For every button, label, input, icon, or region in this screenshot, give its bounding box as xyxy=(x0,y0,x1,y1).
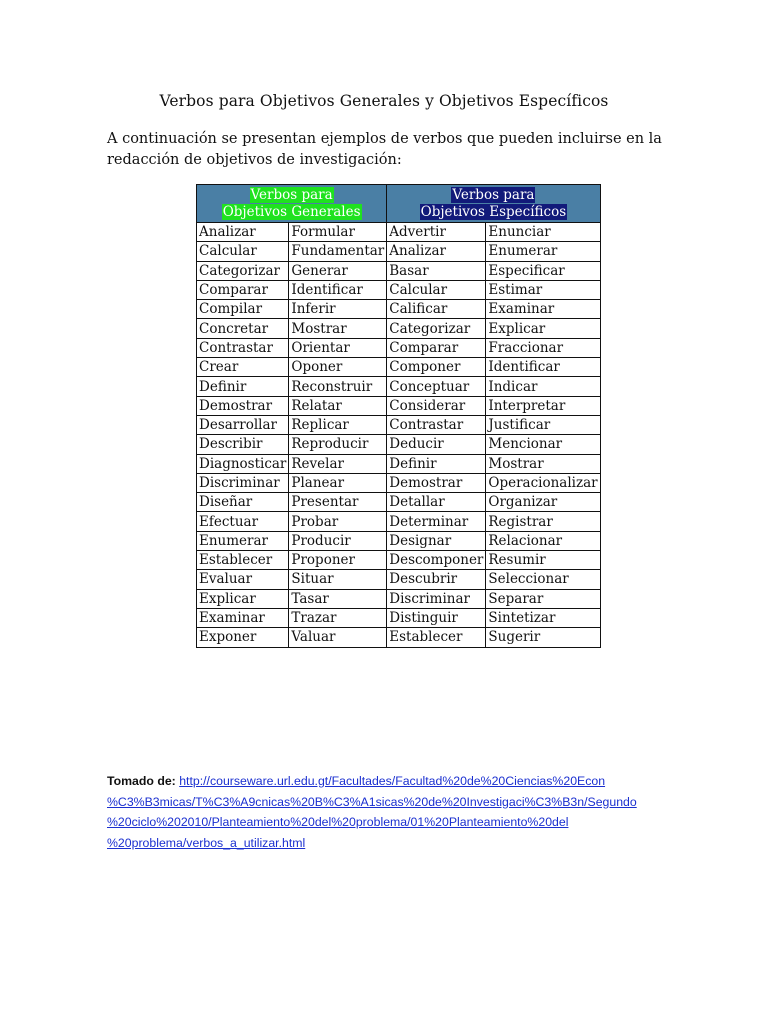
verb-cell: Componer xyxy=(387,358,486,377)
verb-cell: Probar xyxy=(289,512,387,531)
verb-cell: Examinar xyxy=(197,608,289,627)
verbs-table-body xyxy=(197,223,601,648)
table-row xyxy=(197,589,601,608)
verb-cell: Registrar xyxy=(486,512,600,531)
verb-cell: Operacionalizar xyxy=(486,473,600,492)
verb-cell: Descubrir xyxy=(387,570,486,589)
verb-cell: Descomponer xyxy=(387,551,486,570)
verb-cell: Revelar xyxy=(289,454,387,473)
table-row xyxy=(197,377,601,396)
verb-cell: Designar xyxy=(387,531,486,550)
verb-cell: Enumerar xyxy=(486,242,600,261)
verb-cell: Exponer xyxy=(197,628,289,647)
verb-cell: Presentar xyxy=(289,493,387,512)
table-row xyxy=(197,223,601,242)
verb-cell: Proponer xyxy=(289,551,387,570)
header-specific-verbs xyxy=(387,185,600,223)
header-general-verbs xyxy=(197,185,387,223)
header-general-line1: Verbos para xyxy=(250,186,333,203)
verb-cell: Evaluar xyxy=(197,570,289,589)
table-row xyxy=(197,435,601,454)
verb-cell: Categorizar xyxy=(387,319,486,338)
verb-cell: Oponer xyxy=(289,358,387,377)
verb-cell: Reconstruir xyxy=(289,377,387,396)
verb-cell: Estimar xyxy=(486,280,600,299)
verb-cell: Analizar xyxy=(387,242,486,261)
verb-cell: Formular xyxy=(289,223,387,242)
table-row xyxy=(197,280,601,299)
verb-cell: Efectuar xyxy=(197,512,289,531)
verb-cell: Concretar xyxy=(197,319,289,338)
table-row xyxy=(197,242,601,261)
source-link-line-3[interactable]: %20ciclo%202010/Planteamiento%20del%20problema/01%20Planteamiento%20del xyxy=(107,815,569,829)
verb-cell: Identificar xyxy=(486,358,600,377)
verb-cell: Diseñar xyxy=(197,493,289,512)
verb-cell: Determinar xyxy=(387,512,486,531)
verb-cell: Resumir xyxy=(486,551,600,570)
verb-cell: Indicar xyxy=(486,377,600,396)
verb-cell: Definir xyxy=(387,454,486,473)
verb-cell: Establecer xyxy=(387,628,486,647)
verb-cell: Examinar xyxy=(486,300,600,319)
table-row xyxy=(197,300,601,319)
verb-cell: Establecer xyxy=(197,551,289,570)
verb-cell: Deducir xyxy=(387,435,486,454)
source-citation xyxy=(107,771,667,853)
verb-cell: Demostrar xyxy=(197,396,289,415)
verb-cell: Mencionar xyxy=(486,435,600,454)
verb-cell: Desarrollar xyxy=(197,415,289,434)
verb-cell: Calcular xyxy=(387,280,486,299)
verb-cell: Reproducir xyxy=(289,435,387,454)
verb-cell: Discriminar xyxy=(387,589,486,608)
verb-cell: Calificar xyxy=(387,300,486,319)
verb-cell: Situar xyxy=(289,570,387,589)
table-row xyxy=(197,338,601,357)
verb-cell: Enumerar xyxy=(197,531,289,550)
table-row xyxy=(197,454,601,473)
verb-cell: Enunciar xyxy=(486,223,600,242)
verb-cell: Separar xyxy=(486,589,600,608)
table-row xyxy=(197,608,601,627)
verb-cell: Trazar xyxy=(289,608,387,627)
verb-cell: Justificar xyxy=(486,415,600,434)
verb-cell: Crear xyxy=(197,358,289,377)
verb-cell: Sugerir xyxy=(486,628,600,647)
verb-cell: Replicar xyxy=(289,415,387,434)
verb-cell: Mostrar xyxy=(486,454,600,473)
source-link-line-4[interactable]: %20problema/verbos_a_utilizar.html xyxy=(107,835,306,850)
verb-cell: Distinguir xyxy=(387,608,486,627)
verb-cell: Contrastar xyxy=(197,338,289,357)
verb-cell: Sintetizar xyxy=(486,608,600,627)
verb-cell: Detallar xyxy=(387,493,486,512)
table-row xyxy=(197,415,601,434)
verb-cell: Demostrar xyxy=(387,473,486,492)
verb-cell: Definir xyxy=(197,377,289,396)
verb-cell: Describir xyxy=(197,435,289,454)
verb-cell: Organizar xyxy=(486,493,600,512)
verb-cell: Analizar xyxy=(197,223,289,242)
verb-cell: Basar xyxy=(387,261,486,280)
verb-cell: Advertir xyxy=(387,223,486,242)
table-row xyxy=(197,358,601,377)
table-row xyxy=(197,261,601,280)
table-row xyxy=(197,319,601,338)
verb-cell: Valuar xyxy=(289,628,387,647)
verb-cell: Calcular xyxy=(197,242,289,261)
verb-cell: Contrastar xyxy=(387,415,486,434)
verb-cell: Categorizar xyxy=(197,261,289,280)
verb-cell: Explicar xyxy=(486,319,600,338)
header-specific-line2: Objetivos Específicos xyxy=(420,203,567,220)
verb-cell: Compilar xyxy=(197,300,289,319)
verb-cell: Discriminar xyxy=(197,473,289,492)
source-link-line-1[interactable]: http://courseware.url.edu.gt/Facultades/Facultad%20de%20Ciencias%20Econ xyxy=(179,774,606,788)
verbs-table xyxy=(196,184,601,648)
document-title: Verbos para Objetivos Generales y Objetivos Específicos xyxy=(159,92,609,110)
verb-cell: Generar xyxy=(289,261,387,280)
verb-cell: Relatar xyxy=(289,396,387,415)
header-specific-line1: Verbos para xyxy=(452,186,535,203)
verb-cell: Explicar xyxy=(197,589,289,608)
verb-cell: Comparar xyxy=(387,338,486,357)
verb-cell: Conceptuar xyxy=(387,377,486,396)
verb-cell: Orientar xyxy=(289,338,387,357)
verb-cell: Producir xyxy=(289,531,387,550)
source-label: Tomado de: xyxy=(107,774,176,788)
header-general-line2: Objetivos Generales xyxy=(222,203,361,220)
verb-cell: Seleccionar xyxy=(486,570,600,589)
table-row xyxy=(197,396,601,415)
verb-cell: Diagnosticar xyxy=(197,454,289,473)
table-row xyxy=(197,570,601,589)
table-row xyxy=(197,551,601,570)
verb-cell: Considerar xyxy=(387,396,486,415)
source-link-line-2[interactable]: %C3%B3micas/T%C3%A9cnicas%20B%C3%A1sicas%20de%20Investigaci%C3%B3n/Segundo xyxy=(107,794,637,809)
intro-paragraph: A continuación se presentan ejemplos de verbos que pueden incluirse en la redacción de objetivos de investigación: xyxy=(107,131,662,168)
table-row xyxy=(197,628,601,647)
verb-cell: Comparar xyxy=(197,280,289,299)
verb-cell: Especificar xyxy=(486,261,600,280)
verb-cell: Fundamentar xyxy=(289,242,387,261)
verb-cell: Mostrar xyxy=(289,319,387,338)
verb-cell: Inferir xyxy=(289,300,387,319)
verb-cell: Interpretar xyxy=(486,396,600,415)
table-row xyxy=(197,531,601,550)
verb-cell: Identificar xyxy=(289,280,387,299)
table-row xyxy=(197,493,601,512)
table-row xyxy=(197,512,601,531)
verb-cell: Fraccionar xyxy=(486,338,600,357)
table-header-row xyxy=(197,185,601,223)
verb-cell: Planear xyxy=(289,473,387,492)
verb-cell: Tasar xyxy=(289,589,387,608)
verb-cell: Relacionar xyxy=(486,531,600,550)
table-row xyxy=(197,473,601,492)
